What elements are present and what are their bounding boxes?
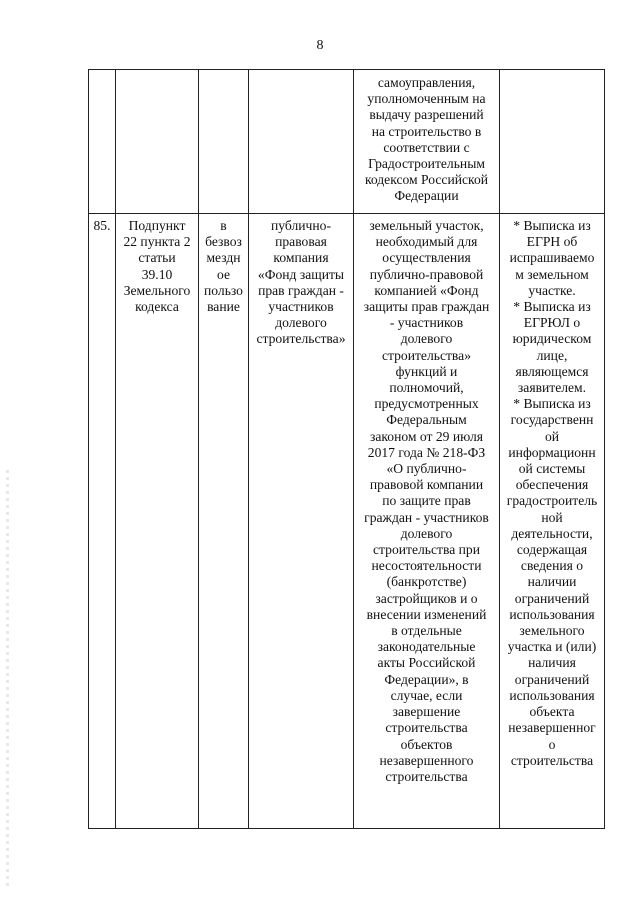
table-row-continuation: [89, 70, 605, 214]
cell-text-line: * Выписка из: [513, 218, 591, 233]
cell-text-line: информационн: [508, 444, 596, 460]
cell-text-line: пользо: [204, 282, 243, 298]
cell-text-line: земельного: [519, 623, 585, 639]
cell-text-line: кодекса: [135, 299, 179, 315]
cell-applicant: [249, 214, 354, 829]
cell-text-line: лице,: [536, 347, 568, 363]
cell-documents: [500, 70, 605, 214]
cell-text-line: содержащая: [516, 542, 588, 558]
cell-text-line: ограничений: [514, 590, 590, 606]
cell-text-line: * Выписка из: [513, 396, 591, 412]
cell-basis: [116, 70, 199, 214]
cell-text-line: полномочий,: [389, 380, 464, 396]
cell-text-line: по защите прав: [382, 493, 471, 509]
cell-text-line: участке.: [528, 282, 576, 298]
cell-land-plot: [354, 70, 500, 214]
cell-text-line: прав граждан -: [258, 282, 344, 298]
cell-text-line: в: [220, 218, 227, 233]
cell-text-line: о: [548, 736, 556, 752]
cell-text-line: правовой компании: [369, 477, 484, 493]
cell-text-line: 2017 года № 218-ФЗ: [367, 444, 486, 460]
cell-text-line: ограничений: [514, 671, 590, 687]
page-number: 8: [316, 38, 324, 53]
cell-text-line: государственн: [510, 412, 594, 428]
cell-text-line: строительства: [510, 752, 594, 768]
cell-text-line: на строительство в: [371, 123, 482, 139]
table-row-85: [89, 214, 605, 829]
cell-text-line: защиты прав граждан: [363, 299, 490, 315]
cell-text-line: кодексом Российской: [364, 172, 489, 188]
cell-text-line: ое: [217, 266, 230, 282]
cell-text-line: в отдельные: [391, 623, 462, 639]
cell-text-line: завершение: [392, 704, 461, 720]
cell-text-line: сведения о: [520, 558, 584, 574]
cell-text-line: ой: [544, 428, 560, 444]
cell-text-line: уполномоченным на: [367, 91, 486, 107]
cell-text-line: Федеральным: [386, 412, 467, 428]
cell-text-line: вание: [207, 299, 240, 315]
cell-text-line: выдачу разрешений: [369, 107, 484, 123]
cell-text-line: обеспечения: [515, 477, 589, 493]
cell-text-line: являющемся: [515, 363, 589, 379]
cell-text-line: ой системы: [518, 461, 586, 477]
cell-text-line: предусмотренных: [374, 396, 479, 412]
cell-land-plot: [354, 214, 500, 829]
cell-text-line: самоуправления,: [377, 75, 476, 90]
cell-text-line: законодательные: [377, 639, 476, 655]
cell-text-line: - участников: [389, 315, 464, 331]
cell-text-line: Федерации: [394, 188, 459, 204]
cell-text-line: Федерации», в: [384, 671, 469, 687]
cell-text-line: несостоятельности: [371, 558, 482, 574]
cell-text-line: «Фонд защиты: [257, 266, 345, 282]
cell-text-line: испрашиваемо: [509, 250, 595, 266]
scan-margin-artifact: [6, 470, 9, 890]
cell-text-line: строительства: [385, 768, 468, 784]
cell-text-line: участка и (или): [507, 639, 597, 655]
cell-text-line: необходимый для: [375, 234, 478, 250]
cell-text-line: внесении изменений: [366, 606, 487, 622]
cell-applicant: [249, 70, 354, 214]
cell-text-line: Подпункт: [128, 218, 186, 233]
cell-text-line: заявителем.: [517, 380, 587, 396]
cell-text-line: объектов: [400, 736, 453, 752]
cell-basis: [116, 214, 199, 829]
cell-text-line: публично-: [271, 218, 331, 233]
cell-text-line: юридическом: [512, 331, 592, 347]
cell-text-line: безвоз: [205, 234, 242, 250]
cell-text-line: объекта: [529, 704, 575, 720]
cell-text-line: Земельного: [123, 282, 191, 298]
cell-text-line: наличии: [527, 574, 577, 590]
cell-text-line: статьи: [138, 250, 176, 266]
cell-text-line: акты Российской: [377, 655, 476, 671]
cell-text-line: ной: [541, 509, 563, 525]
cell-text-line: участников: [268, 299, 334, 315]
cell-text-line: (банкротстве): [386, 574, 467, 590]
cell-text-line: Градостроительным: [368, 156, 485, 172]
cell-text-line: 39.10: [141, 266, 173, 282]
cell-right-type: [199, 214, 249, 829]
cell-text-line: компанией «Фонд: [374, 282, 479, 298]
cell-documents: [500, 214, 605, 829]
cell-text-line: случае, если: [390, 687, 463, 703]
cell-text-line: 22 пункта 2: [123, 234, 191, 250]
cell-text-line: использования: [509, 687, 595, 703]
land-plot-table: [88, 69, 605, 829]
cell-right-type: [199, 70, 249, 214]
cell-text-line: строительства: [385, 720, 468, 736]
cell-text-line: деятельности,: [511, 525, 593, 541]
cell-text-line: ЕГРЮЛ о: [523, 315, 581, 331]
cell-text-line: м земельном: [515, 266, 589, 282]
cell-text-line: незавершенного: [379, 752, 474, 768]
cell-text-line: долевого: [400, 331, 453, 347]
cell-text-line: функций и: [395, 363, 458, 379]
cell-text-line: осуществления: [382, 250, 471, 266]
cell-text-line: строительства»: [381, 347, 471, 363]
cell-text-line: незавершенног: [508, 720, 596, 736]
cell-text-line: строительства»: [256, 331, 346, 347]
cell-text-line: долевого: [400, 525, 453, 541]
cell-text-line: ЕГРН об: [526, 234, 578, 250]
cell-text-line: «О публично-: [386, 461, 467, 477]
cell-text-line: компания: [273, 250, 329, 266]
cell-text-line: мездн: [206, 250, 241, 266]
cell-text-line: градостроитель: [506, 493, 598, 509]
cell-text-line: использования: [509, 606, 595, 622]
cell-text-line: соответствии с: [383, 139, 470, 155]
cell-text-line: застройщиков и о: [375, 590, 478, 606]
cell-text-line: правовая: [275, 234, 327, 250]
cell-text-line: граждан - участников: [364, 509, 489, 525]
cell-text-line: долевого: [275, 315, 327, 331]
cell-text-line: законом от 29 июля: [369, 428, 483, 444]
cell-text-line: * Выписка из: [513, 299, 591, 315]
cell-number: 85.: [89, 214, 116, 829]
cell-text-line: строительства при: [373, 542, 480, 558]
cell-text-line: публично-правовой: [369, 266, 484, 282]
cell-text-line: наличия: [528, 655, 576, 671]
cell-text-line: земельный участок,: [369, 218, 484, 233]
cell-number: [89, 70, 116, 214]
